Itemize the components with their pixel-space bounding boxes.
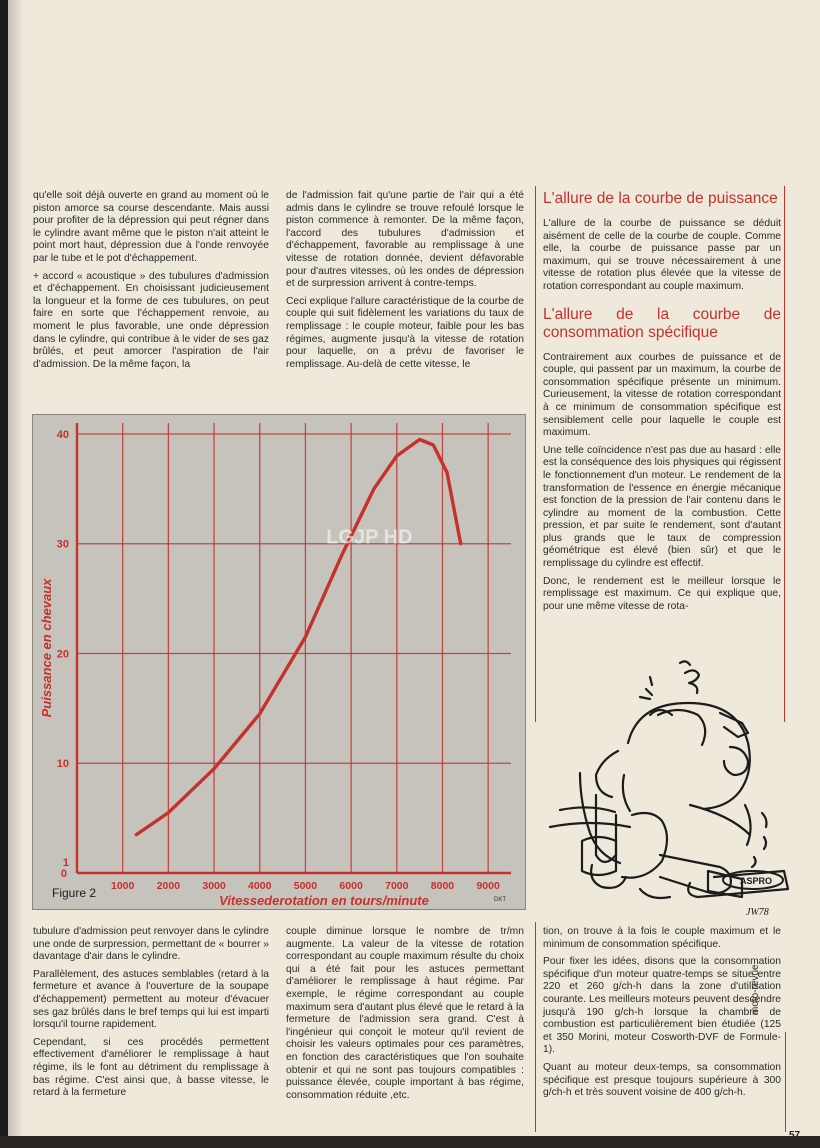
y-axis-label: Puissance en chevaux <box>39 578 54 718</box>
origin-label: 0 <box>60 868 67 880</box>
column-3-bottom <box>543 926 781 1105</box>
column-2-bottom <box>286 926 524 1107</box>
y-tick-label: 40 <box>56 428 69 441</box>
footer-rule <box>785 1032 786 1132</box>
paragraph: Quant au moteur deux-temps, sa consommation spécifique est presque toujours supérieure à 300 g/ch-h et très souvent voisine de 400 g/ch-h. <box>543 1061 781 1099</box>
x-tick-label: 6000 <box>339 880 363 892</box>
column-1-bottom <box>33 926 269 1105</box>
aspro-badge-text: ASPRO <box>740 876 773 886</box>
x-tick-label: 2000 <box>156 880 181 892</box>
paragraph: qu'elle soit déjà ouverte en grand au moment où le piston amorce sa course descendante. Mais aussi pour profiter de la dépression qui peut régner dans le cylindre avant même que le piston n'ait atteint le point mort haut, dépression due à l'onde renvoyée par le tube et le pot d'échappement. <box>33 190 269 264</box>
x-axis-label: Vitessederotation en tours/minute <box>219 893 429 908</box>
x-tick-label: 3000 <box>202 880 226 892</box>
paragraph: Cependant, si ces procédés permettent effectivement d'améliorer le remplissage à haut régime, ils le font au détriment du remplissage à bas régime. C'est ainsi que, à basse vitesse, le retard à la fermeture <box>33 1036 269 1099</box>
x-tick-label: 7000 <box>385 880 409 892</box>
power-curve-chart <box>33 415 525 909</box>
column-3 <box>543 190 781 618</box>
y-tick-label: 30 <box>56 538 69 551</box>
x-tick-label: 9000 <box>476 880 500 892</box>
column-1-top <box>33 190 269 376</box>
y-tick-label: 1 <box>62 857 69 870</box>
section-heading-consommation: L'allure de la courbe de consommation spécifique <box>543 305 781 341</box>
paragraph: tubulure d'admission peut renvoyer dans le cylindre une onde de surpression, permettant de « bourrer » davantage d'air dans le cylindre. <box>33 926 269 963</box>
paragraph: tion, on trouve à la fois le couple maximum et le minimum de consommation spécifique. <box>543 926 781 950</box>
paragraph: + accord « acoustique » des tubulures d'admission et d'échappement. En choisissant judicieusement la longueur et la forme de ces tubulures, on peut faire en sorte que l'échappement renvoie, au moment le plus favorable, une onde dépression dans le cylindre, qui contribue à le vider de ses gaz brûlés, et peut amorcer l'aspiration de l'air d'admission. De la même façon, la <box>33 270 269 370</box>
page-shadow <box>8 0 24 1148</box>
x-tick-label: 4000 <box>248 880 272 892</box>
paragraph: Ceci explique l'allure caractéristique de la courbe de couple qui suit fidèlement les variations du taux de remplissage : le couple moteur, faible pour les bas régimes, augmente jusqu'à la vitesse de rotation pour laquelle, on a prévu de favoriser le remplissage. Au-delà de cette vitesse, le <box>286 295 524 370</box>
column-3-left-rule <box>535 186 536 722</box>
section-heading-puissance: L'allure de la courbe de puissance <box>543 190 778 207</box>
paragraph: Une telle coïncidence n'est pas due au hasard : elle est la conséquence des lois physiques qui régissent le fonctionnement d'un moteur. Le rendement de la transformation de l'essence en énergie mécanique est fonction de la pression de l'air contenu dans le cylindre au moment de la combustion. Cette pression, et par suite le rendement, sont d'autant plus grands que le taux de compression géométrique est élevé (bien sûr) et que le remplissage du cylindre est effectif. <box>543 444 781 570</box>
cartoon-signature: JW78 <box>746 907 769 918</box>
column-3-right-rule <box>784 186 785 722</box>
column-3-bottom-rule <box>535 922 536 1132</box>
paragraph: Parallèlement, des astuces semblables (retard à la fermeture et avance à l'ouverture de la soupape d'échappement) permettent au moteur d'évacuer ses gaz brûlés dans le bref temps qui lui est imparti lorsqu'il tourne rapidement. <box>33 968 269 1031</box>
scan-bottom-edge <box>0 1136 820 1148</box>
paragraph: couple diminue lorsque le nombre de tr/mn augmente. La valeur de la vitesse de rotation correspondant au couple maximum résulte du choix qui a été fait pour les astuces permettant d'améliorer le remplissage à haut régime. Par exemple, le régime correspondant au couple maximum sera d'autant plus élevé que le retard à la fermeture de l'admission sera grand. C'est à l'ingénieur qui conçoit le moteur qu'il revient de choisir les valeurs optimales pour ces paramètres, en fonction des caractéristiques que l'on souhaite obtenir et qui ne sont pas toujours compatibles : puissance élevée, couple important à bas régime, consommation réduite ,etc. <box>286 926 524 1101</box>
magazine-name: moto-revue <box>750 964 761 1015</box>
page-binding-edge <box>0 0 8 1148</box>
figure-credit: DKT <box>494 897 506 903</box>
power-curve-series <box>136 440 460 835</box>
x-tick-label: 1000 <box>111 880 135 892</box>
paragraph: Donc, le rendement est le meilleur lorsque le remplissage est maximum. Ce qui explique que, pour une même vitesse de rota- <box>543 575 781 612</box>
y-tick-label: 20 <box>56 648 69 661</box>
column-2-top <box>286 190 524 376</box>
x-tick-label: 8000 <box>430 880 455 892</box>
figure-2-chart <box>32 414 526 910</box>
paragraph: de l'admission fait qu'une partie de l'air qui a été admis dans le cylindre se trouve refoulé lorsque le piston commence à remonter. De la même façon, l'accord des tubulures d'admission et d'échappement, favorable au remplissage à une vitesse de rotation donnée, devient défavorable pour d'autres vitesses, où les ondes de dépression et de surpression arrivent à contre-temps. <box>286 190 524 290</box>
x-tick-label: 5000 <box>293 880 318 892</box>
y-tick-label: 10 <box>56 758 69 771</box>
paragraph: Pour fixer les idées, disons que la consommation spécifique d'un moteur quatre-temps se situe entre 220 et 260 g/ch-h dans la zone d'utilisation courante. Les meilleurs moteurs peuvent descendre jusqu'à 190 g/ch-h lorsque la chambre de combustion est particulièrement bien étudiée (125 et 350 Morini, moteur Cosworth-DVF de Formule-1). <box>543 956 781 1056</box>
paragraph: L'allure de la courbe de puissance se déduit aisément de celle de la courbe de couple. Comme elle, la courbe de puissance passe par un maximum, qui se trouve nécessairement à une vitesse de rotation plus élevée que la vitesse de rotation correspondant au couple maximum. <box>543 218 781 292</box>
watermark-text: LGJP HD <box>326 526 413 549</box>
figure-caption: Figure 2 <box>52 886 97 900</box>
cartoon-mechanic-illustration <box>540 655 790 930</box>
paragraph: Contrairement aux courbes de puissance et de couple, qui passent par un maximum, la courbe de consommation spécifique présente un minimum. Curieusement, la vitesse de rotation correspondant à ce minimum de consommation spécifique est sensiblement celle pour laquelle le couple est maximum. <box>543 351 781 439</box>
